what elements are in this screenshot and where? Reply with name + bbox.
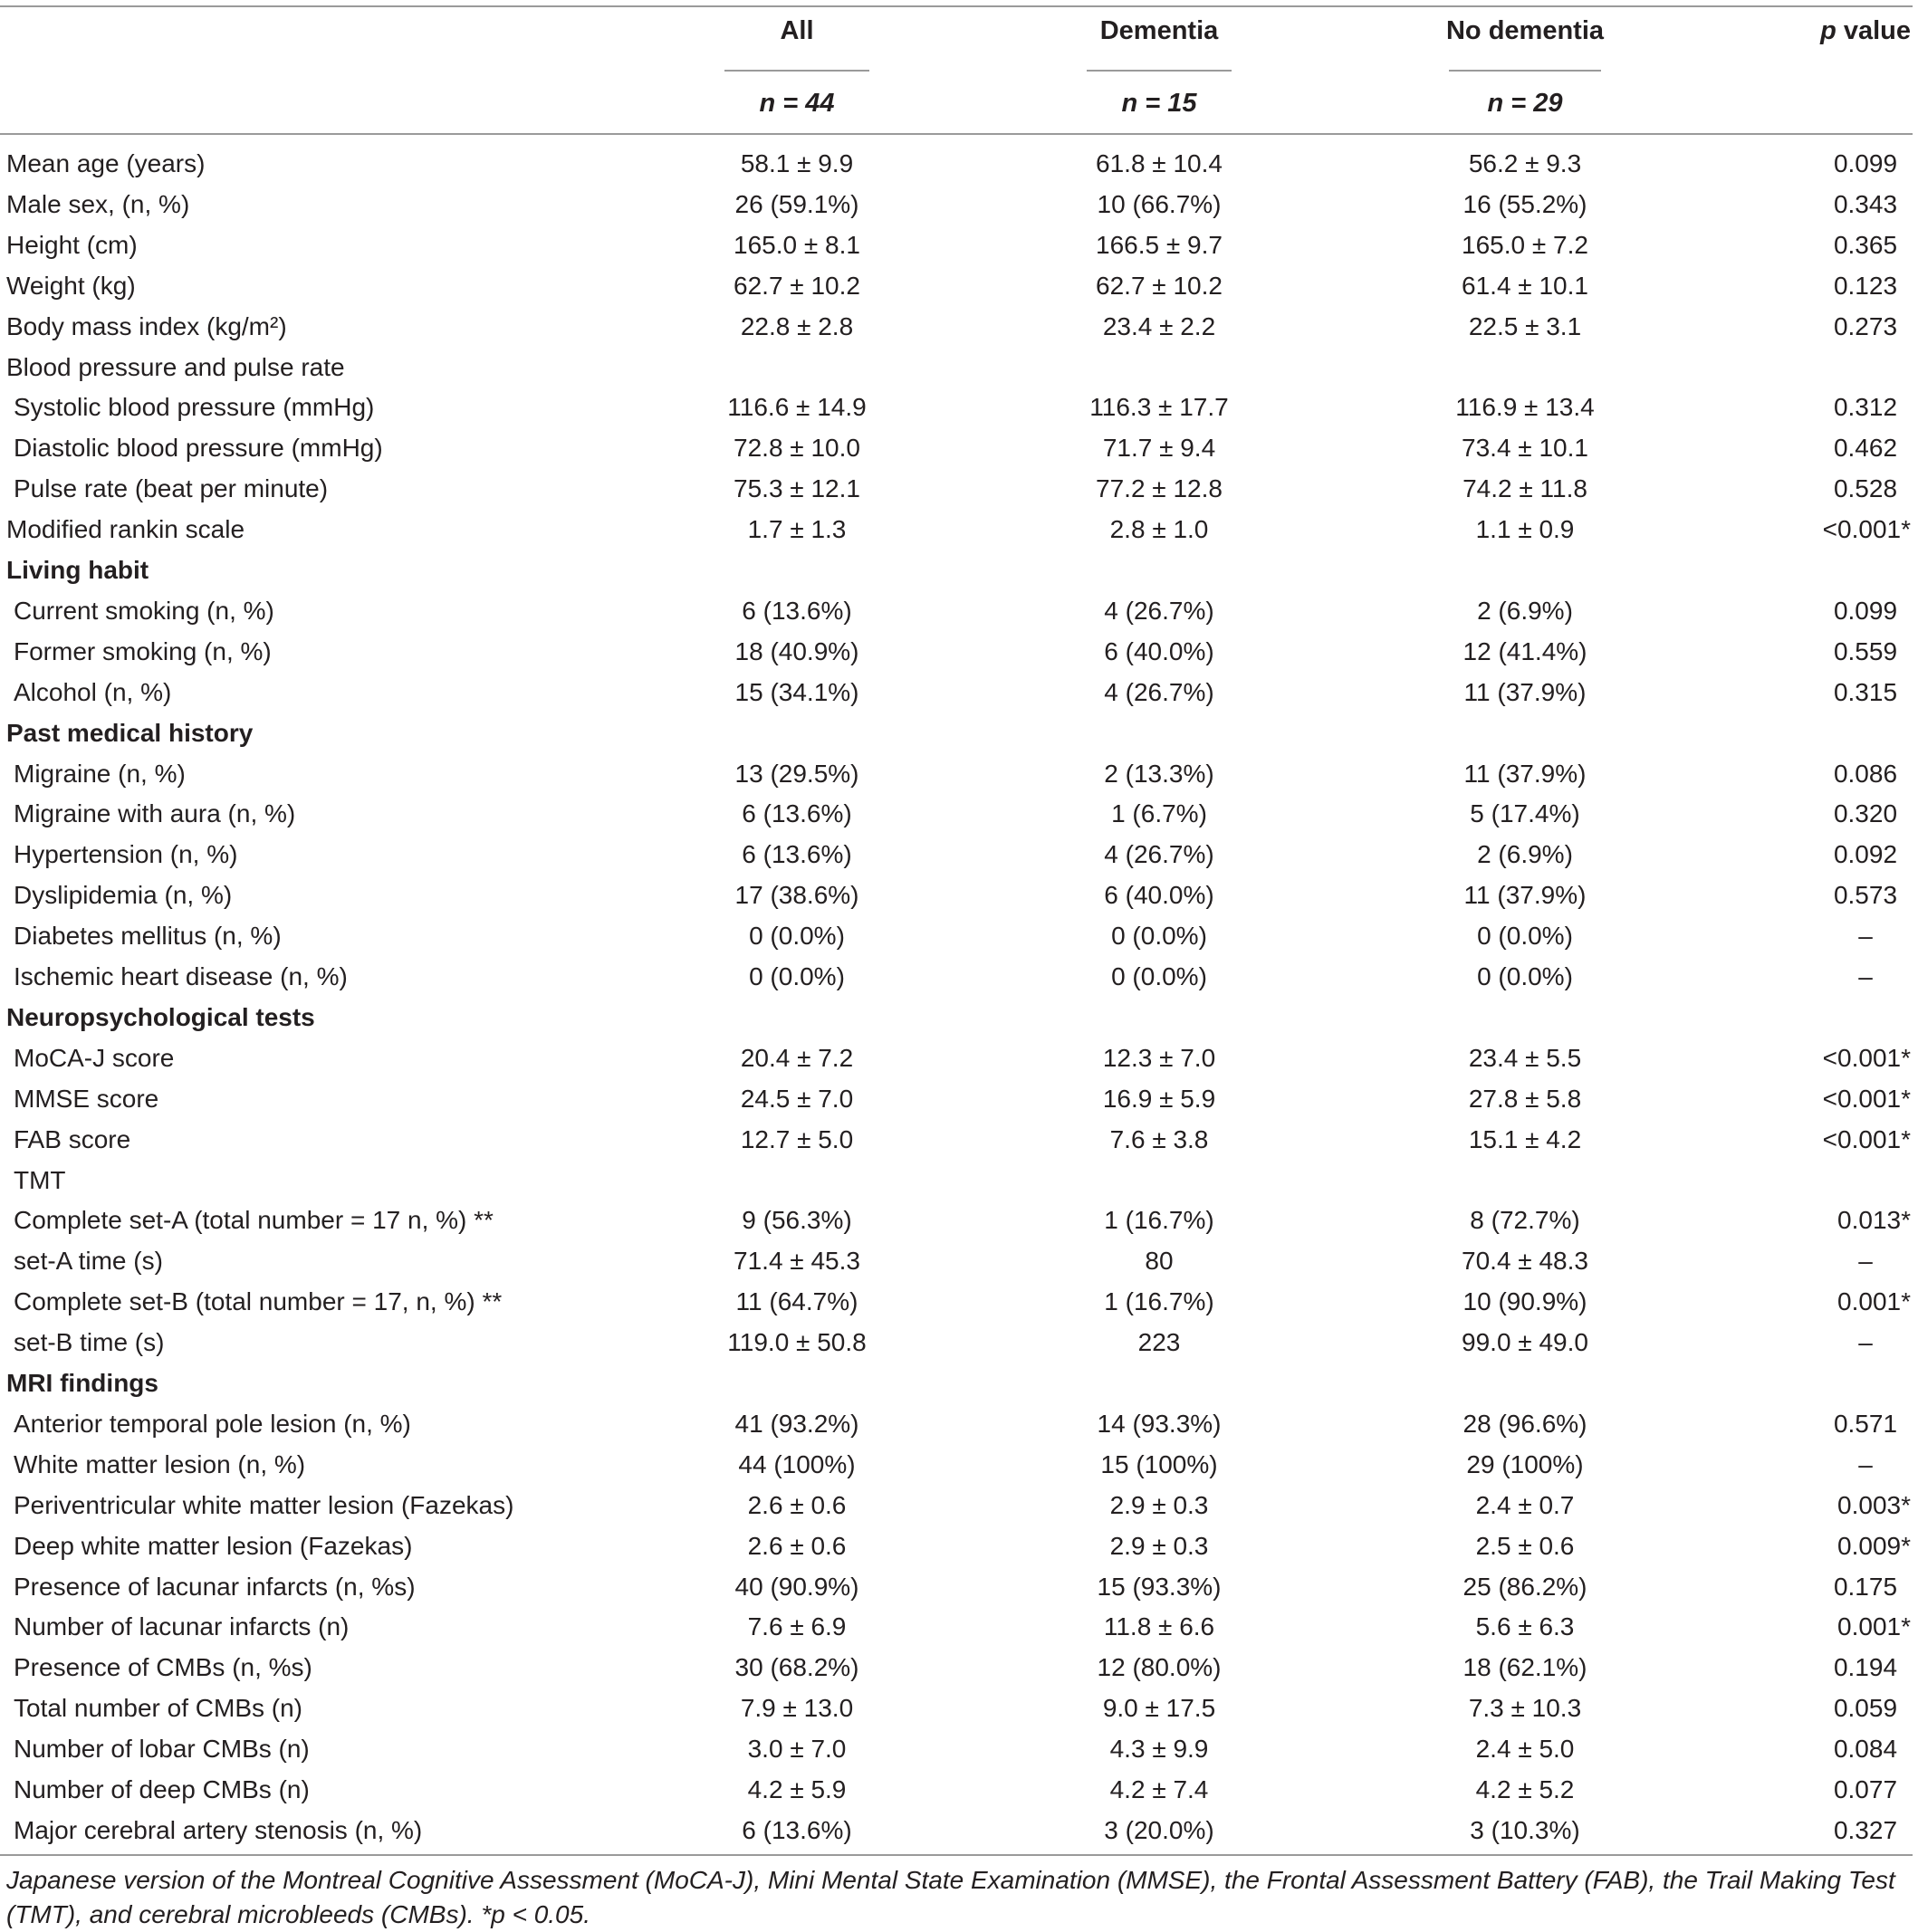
cell-p-value: 0.320 bbox=[1833, 799, 1898, 828]
row-label: Periventricular white matter lesion (Fazekas) bbox=[14, 1490, 514, 1519]
row-label: MMSE score bbox=[14, 1084, 159, 1113]
row-label: Presence of CMBs (n, %s) bbox=[14, 1653, 312, 1682]
table-row bbox=[0, 1444, 1918, 1485]
table-top-rule bbox=[0, 5, 1913, 7]
cell-dementia: 80 bbox=[1145, 1247, 1174, 1276]
row-label: MoCA-J score bbox=[14, 1043, 175, 1072]
table-row bbox=[0, 184, 1918, 225]
cell-all: 6 (13.6%) bbox=[742, 799, 852, 828]
cell-all: 3.0 ± 7.0 bbox=[747, 1735, 847, 1764]
table-row bbox=[0, 225, 1918, 265]
cell-p-value: 0.092 bbox=[1833, 840, 1898, 869]
header-dementia: Dementia bbox=[1099, 16, 1219, 45]
cell-p-value: <0.001* bbox=[1822, 1084, 1911, 1113]
cell-no-dementia: 15.1 ± 4.2 bbox=[1468, 1124, 1582, 1153]
cell-p-value: 0.077 bbox=[1833, 1775, 1898, 1803]
cell-p-value: 0.573 bbox=[1833, 881, 1898, 910]
header-bottom-rule bbox=[0, 133, 1913, 135]
cell-dementia: 62.7 ± 10.2 bbox=[1096, 271, 1223, 300]
cell-no-dementia: 25 (86.2%) bbox=[1462, 1572, 1587, 1601]
row-label: Weight (kg) bbox=[6, 271, 136, 300]
table-row bbox=[0, 834, 1918, 875]
table-row bbox=[0, 1769, 1918, 1810]
table-row bbox=[0, 672, 1918, 713]
row-label: Body mass index (kg/m²) bbox=[6, 311, 287, 340]
row-label: Living habit bbox=[6, 556, 149, 584]
cell-dementia: 61.8 ± 10.4 bbox=[1096, 149, 1223, 177]
row-label: Male sex, (n, %) bbox=[6, 189, 190, 218]
table-row bbox=[0, 347, 1918, 387]
cell-no-dementia: 61.4 ± 10.1 bbox=[1462, 271, 1588, 300]
cell-p-value: 0.086 bbox=[1833, 759, 1898, 788]
cell-all: 40 (90.9%) bbox=[734, 1572, 859, 1601]
cell-p-value: 0.099 bbox=[1833, 149, 1898, 177]
row-label: Anterior temporal pole lesion (n, %) bbox=[14, 1409, 411, 1438]
cell-dementia: 7.6 ± 3.8 bbox=[1109, 1124, 1209, 1153]
cell-all: 58.1 ± 9.9 bbox=[740, 149, 854, 177]
cell-all: 13 (29.5%) bbox=[734, 759, 859, 788]
cell-p-value: 0.312 bbox=[1833, 393, 1898, 422]
cell-dementia: 4 (26.7%) bbox=[1104, 840, 1214, 869]
cell-no-dementia: 8 (72.7%) bbox=[1470, 1206, 1580, 1235]
cell-dementia: 2 (13.3%) bbox=[1104, 759, 1214, 788]
row-label: set-A time (s) bbox=[14, 1247, 163, 1276]
cell-dementia: 0 (0.0%) bbox=[1111, 962, 1207, 990]
cell-dementia: 2.9 ± 0.3 bbox=[1109, 1531, 1209, 1560]
row-label: Dyslipidemia (n, %) bbox=[14, 881, 233, 910]
cell-p-value: 0.462 bbox=[1833, 434, 1898, 463]
cell-all: 18 (40.9%) bbox=[734, 636, 859, 665]
cell-p-value: 0.315 bbox=[1833, 677, 1898, 706]
cell-all: 7.6 ± 6.9 bbox=[747, 1612, 847, 1641]
row-label: set-B time (s) bbox=[14, 1328, 165, 1357]
cell-no-dementia: 1.1 ± 0.9 bbox=[1475, 515, 1575, 544]
cell-dementia: 3 (20.0%) bbox=[1104, 1815, 1214, 1844]
cell-all: 6 (13.6%) bbox=[742, 596, 852, 625]
table-row bbox=[0, 1403, 1918, 1444]
cell-no-dementia: 99.0 ± 49.0 bbox=[1462, 1328, 1588, 1357]
cell-all: 1.7 ± 1.3 bbox=[747, 515, 847, 544]
row-label: Migraine with aura (n, %) bbox=[14, 799, 296, 828]
cell-p-value: 0.343 bbox=[1833, 189, 1898, 218]
table-row bbox=[0, 1038, 1918, 1078]
table-row bbox=[0, 1728, 1918, 1769]
cell-no-dementia: 5.6 ± 6.3 bbox=[1475, 1612, 1575, 1641]
table-row bbox=[0, 387, 1918, 427]
cell-no-dementia: 73.4 ± 10.1 bbox=[1462, 434, 1588, 463]
table-row bbox=[0, 1160, 1918, 1200]
cell-no-dementia: 22.5 ± 3.1 bbox=[1468, 311, 1582, 340]
table-row bbox=[0, 793, 1918, 834]
cell-no-dementia: 0 (0.0%) bbox=[1477, 922, 1573, 951]
cell-all: 9 (56.3%) bbox=[742, 1206, 852, 1235]
cell-p-value: 0.084 bbox=[1833, 1735, 1898, 1764]
cell-all: 75.3 ± 12.1 bbox=[734, 474, 860, 503]
row-label: Current smoking (n, %) bbox=[14, 596, 274, 625]
cell-no-dementia: 16 (55.2%) bbox=[1462, 189, 1587, 218]
row-label: Neuropsychological tests bbox=[6, 1002, 315, 1031]
table-row bbox=[0, 1119, 1918, 1160]
cell-dementia: 4.3 ± 9.9 bbox=[1109, 1735, 1209, 1764]
cell-dementia: 71.7 ± 9.4 bbox=[1102, 434, 1216, 463]
cell-dementia: 6 (40.0%) bbox=[1104, 636, 1214, 665]
cell-dementia: 1 (16.7%) bbox=[1104, 1206, 1214, 1235]
table-row bbox=[0, 1606, 1918, 1647]
cell-p-value: – bbox=[1858, 922, 1873, 951]
cell-all: 0 (0.0%) bbox=[749, 962, 845, 990]
cell-dementia: 1 (6.7%) bbox=[1111, 799, 1207, 828]
table-row bbox=[0, 1688, 1918, 1728]
row-label: Modified rankin scale bbox=[6, 515, 245, 544]
row-label: Migraine (n, %) bbox=[14, 759, 186, 788]
cell-no-dementia: 2 (6.9%) bbox=[1477, 840, 1573, 869]
cell-dementia: 15 (100%) bbox=[1100, 1449, 1218, 1478]
cell-dementia: 4 (26.7%) bbox=[1104, 677, 1214, 706]
cell-dementia: 15 (93.3%) bbox=[1097, 1572, 1222, 1601]
cell-dementia: 11.8 ± 6.6 bbox=[1103, 1612, 1215, 1641]
cell-all: 71.4 ± 45.3 bbox=[734, 1247, 860, 1276]
table-row bbox=[0, 1566, 1918, 1607]
cell-no-dementia: 27.8 ± 5.8 bbox=[1468, 1084, 1582, 1113]
cell-all: 22.8 ± 2.8 bbox=[740, 311, 854, 340]
row-label: Number of lacunar infarcts (n) bbox=[14, 1612, 350, 1641]
cell-no-dementia: 12 (41.4%) bbox=[1462, 636, 1587, 665]
cell-dementia: 223 bbox=[1137, 1328, 1181, 1357]
cell-p-value: 0.001* bbox=[1837, 1612, 1911, 1641]
row-label: Number of deep CMBs (n) bbox=[14, 1775, 310, 1803]
cell-all: 15 (34.1%) bbox=[734, 677, 859, 706]
table-row bbox=[0, 427, 1918, 468]
row-label: Complete set-A (total number = 17 n, %) ** bbox=[14, 1206, 494, 1235]
cell-dementia: 6 (40.0%) bbox=[1104, 881, 1214, 910]
cell-p-value: 0.559 bbox=[1833, 636, 1898, 665]
cell-no-dementia: 116.9 ± 13.4 bbox=[1455, 393, 1595, 422]
cell-p-value: 0.175 bbox=[1833, 1572, 1898, 1601]
cell-no-dementia: 28 (96.6%) bbox=[1462, 1409, 1587, 1438]
cell-dementia: 166.5 ± 9.7 bbox=[1096, 230, 1223, 259]
cell-all: 119.0 ± 50.8 bbox=[727, 1328, 867, 1357]
row-label: Complete set-B (total number = 17, n, %) ** bbox=[14, 1287, 503, 1316]
cell-dementia: 1 (16.7%) bbox=[1104, 1287, 1214, 1316]
cell-all: 0 (0.0%) bbox=[749, 922, 845, 951]
cell-all: 4.2 ± 5.9 bbox=[747, 1775, 847, 1803]
row-label: Past medical history bbox=[6, 718, 254, 747]
row-label: Ischemic heart disease (n, %) bbox=[14, 962, 348, 990]
header-p-letter: p bbox=[1820, 16, 1836, 45]
cell-p-value: – bbox=[1858, 1449, 1873, 1478]
row-label: Presence of lacunar infarcts (n, %s) bbox=[14, 1572, 416, 1601]
row-label: Total number of CMBs (n) bbox=[14, 1694, 302, 1723]
table-row bbox=[0, 590, 1918, 631]
cell-no-dementia: 4.2 ± 5.2 bbox=[1475, 1775, 1575, 1803]
cell-p-value: – bbox=[1858, 962, 1873, 990]
row-label: Pulse rate (beat per minute) bbox=[14, 474, 329, 503]
section-header-row bbox=[0, 550, 1918, 590]
table-bottom-rule bbox=[0, 1854, 1913, 1856]
cell-no-dementia: 5 (17.4%) bbox=[1470, 799, 1580, 828]
cell-p-value: 0.273 bbox=[1833, 311, 1898, 340]
row-label: Former smoking (n, %) bbox=[14, 636, 272, 665]
header-p-value bbox=[1820, 16, 1911, 46]
cell-all: 2.6 ± 0.6 bbox=[747, 1531, 847, 1560]
row-label: FAB score bbox=[14, 1124, 131, 1153]
cell-p-value: <0.001* bbox=[1822, 515, 1911, 544]
table-row bbox=[0, 265, 1918, 306]
cell-no-dementia: 11 (37.9%) bbox=[1463, 759, 1587, 788]
cell-no-dementia: 7.3 ± 10.3 bbox=[1468, 1694, 1582, 1723]
cell-no-dementia: 0 (0.0%) bbox=[1477, 962, 1573, 990]
table-row bbox=[0, 1200, 1918, 1240]
cell-p-value: <0.001* bbox=[1822, 1043, 1911, 1072]
cell-no-dementia: 56.2 ± 9.3 bbox=[1468, 149, 1582, 177]
header-n-dementia: n = 15 bbox=[1121, 89, 1197, 118]
table-row bbox=[0, 1078, 1918, 1119]
cell-dementia: 77.2 ± 12.8 bbox=[1096, 474, 1223, 503]
cell-p-value: 0.099 bbox=[1833, 596, 1898, 625]
row-label: Blood pressure and pulse rate bbox=[6, 352, 345, 381]
header-no-dementia-underline bbox=[1449, 70, 1601, 72]
row-label: White matter lesion (n, %) bbox=[14, 1449, 306, 1478]
table-row bbox=[0, 753, 1918, 794]
table-row bbox=[0, 1281, 1918, 1322]
table-row bbox=[0, 1322, 1918, 1363]
cell-no-dementia: 165.0 ± 7.2 bbox=[1462, 230, 1588, 259]
cell-all: 62.7 ± 10.2 bbox=[734, 271, 860, 300]
cell-no-dementia: 29 (100%) bbox=[1466, 1449, 1584, 1478]
row-label: TMT bbox=[14, 1165, 66, 1194]
cell-dementia: 10 (66.7%) bbox=[1097, 189, 1222, 218]
section-header-row bbox=[0, 713, 1918, 753]
cell-dementia: 23.4 ± 2.2 bbox=[1102, 311, 1216, 340]
cell-p-value: 0.365 bbox=[1833, 230, 1898, 259]
cell-all: 12.7 ± 5.0 bbox=[740, 1124, 854, 1153]
cell-no-dementia: 2.5 ± 0.6 bbox=[1475, 1531, 1575, 1560]
cell-dementia: 4 (26.7%) bbox=[1104, 596, 1214, 625]
row-label: Hypertension (n, %) bbox=[14, 840, 238, 869]
cell-no-dementia: 2.4 ± 0.7 bbox=[1475, 1490, 1575, 1519]
cell-all: 17 (38.6%) bbox=[734, 881, 859, 910]
cell-no-dementia: 70.4 ± 48.3 bbox=[1462, 1247, 1588, 1276]
section-header-row bbox=[0, 1363, 1918, 1403]
row-label: Major cerebral artery stenosis (n, %) bbox=[14, 1815, 423, 1844]
cell-all: 24.5 ± 7.0 bbox=[740, 1084, 854, 1113]
cell-all: 165.0 ± 8.1 bbox=[734, 230, 860, 259]
table-row bbox=[0, 509, 1918, 550]
cell-p-value: 0.571 bbox=[1833, 1409, 1898, 1438]
cell-p-value: 0.001* bbox=[1837, 1287, 1911, 1316]
cell-dementia: 9.0 ± 17.5 bbox=[1102, 1694, 1216, 1723]
row-label: MRI findings bbox=[6, 1369, 158, 1397]
row-label: Number of lobar CMBs (n) bbox=[14, 1735, 310, 1764]
cell-dementia: 12 (80.0%) bbox=[1097, 1653, 1222, 1682]
cell-all: 30 (68.2%) bbox=[734, 1653, 859, 1682]
header-no-dementia: No dementia bbox=[1445, 16, 1605, 45]
table-footnote: Japanese version of the Montreal Cognitive Assessment (MoCA-J), Mini Mental State Examination (MMSE), the Frontal Assessment Battery (FAB), the Trail Making Test (TMT), and cerebral microbleeds (CMBs). *p < 0.05. bbox=[6, 1866, 1895, 1928]
cell-all: 6 (13.6%) bbox=[742, 1815, 852, 1844]
cell-all: 6 (13.6%) bbox=[742, 840, 852, 869]
cell-p-value: 0.194 bbox=[1833, 1653, 1898, 1682]
cell-all: 41 (93.2%) bbox=[734, 1409, 859, 1438]
table-row bbox=[0, 1647, 1918, 1688]
cell-no-dementia: 3 (10.3%) bbox=[1470, 1815, 1580, 1844]
header-p-rest: value bbox=[1836, 16, 1911, 45]
table-row bbox=[0, 915, 1918, 956]
cell-p-value: – bbox=[1858, 1328, 1873, 1357]
row-label: Systolic blood pressure (mmHg) bbox=[14, 393, 375, 422]
header-n-all: n = 44 bbox=[759, 89, 835, 118]
cell-dementia: 12.3 ± 7.0 bbox=[1102, 1043, 1216, 1072]
cell-dementia: 2.8 ± 1.0 bbox=[1109, 515, 1209, 544]
cell-p-value: 0.009* bbox=[1837, 1531, 1911, 1560]
header-n-no-dementia: n = 29 bbox=[1487, 89, 1563, 118]
row-label: Mean age (years) bbox=[6, 149, 206, 177]
cell-p-value: – bbox=[1858, 1247, 1873, 1276]
row-label: Diastolic blood pressure (mmHg) bbox=[14, 434, 383, 463]
cell-dementia: 4.2 ± 7.4 bbox=[1109, 1775, 1209, 1803]
cell-all: 11 (64.7%) bbox=[735, 1287, 858, 1316]
cell-dementia: 116.3 ± 17.7 bbox=[1089, 393, 1229, 422]
cell-no-dementia: 23.4 ± 5.5 bbox=[1468, 1043, 1582, 1072]
cell-no-dementia: 2.4 ± 5.0 bbox=[1475, 1735, 1575, 1764]
cell-dementia: 16.9 ± 5.9 bbox=[1102, 1084, 1216, 1113]
cell-all: 2.6 ± 0.6 bbox=[747, 1490, 847, 1519]
cell-no-dementia: 2 (6.9%) bbox=[1477, 596, 1573, 625]
cell-all: 72.8 ± 10.0 bbox=[734, 434, 860, 463]
cell-p-value: 0.013* bbox=[1837, 1206, 1911, 1235]
table-row bbox=[0, 143, 1918, 184]
cell-p-value: <0.001* bbox=[1822, 1124, 1911, 1153]
cell-no-dementia: 18 (62.1%) bbox=[1462, 1653, 1587, 1682]
row-label: Deep white matter lesion (Fazekas) bbox=[14, 1531, 413, 1560]
cell-all: 26 (59.1%) bbox=[734, 189, 859, 218]
cell-dementia: 0 (0.0%) bbox=[1111, 922, 1207, 951]
row-label: Height (cm) bbox=[6, 230, 138, 259]
cell-no-dementia: 74.2 ± 11.8 bbox=[1462, 474, 1587, 503]
table-row bbox=[0, 956, 1918, 997]
cell-all: 44 (100%) bbox=[738, 1449, 856, 1478]
table-row bbox=[0, 1240, 1918, 1281]
row-label: Alcohol (n, %) bbox=[14, 677, 172, 706]
table-row bbox=[0, 1526, 1918, 1566]
header-dementia-underline bbox=[1087, 70, 1232, 72]
table-row bbox=[0, 468, 1918, 509]
header-all: All bbox=[780, 16, 814, 45]
cell-p-value: 0.003* bbox=[1837, 1490, 1911, 1519]
cell-all: 7.9 ± 13.0 bbox=[740, 1694, 854, 1723]
cell-p-value: 0.528 bbox=[1833, 474, 1898, 503]
header-all-underline bbox=[724, 70, 869, 72]
cell-p-value: 0.059 bbox=[1833, 1694, 1898, 1723]
cell-dementia: 2.9 ± 0.3 bbox=[1109, 1490, 1209, 1519]
cell-p-value: 0.123 bbox=[1833, 271, 1898, 300]
cell-p-value: 0.327 bbox=[1833, 1815, 1898, 1844]
row-label: Diabetes mellitus (n, %) bbox=[14, 922, 282, 951]
cell-all: 20.4 ± 7.2 bbox=[740, 1043, 854, 1072]
cell-dementia: 14 (93.3%) bbox=[1097, 1409, 1222, 1438]
table-row bbox=[0, 1810, 1918, 1851]
cell-all: 116.6 ± 14.9 bbox=[727, 393, 867, 422]
table-row bbox=[0, 631, 1918, 672]
cell-no-dementia: 11 (37.9%) bbox=[1463, 881, 1587, 910]
cell-no-dementia: 11 (37.9%) bbox=[1463, 677, 1587, 706]
table-row bbox=[0, 306, 1918, 347]
table-row bbox=[0, 1485, 1918, 1526]
cell-no-dementia: 10 (90.9%) bbox=[1462, 1287, 1587, 1316]
table-row bbox=[0, 875, 1918, 915]
section-header-row bbox=[0, 997, 1918, 1038]
